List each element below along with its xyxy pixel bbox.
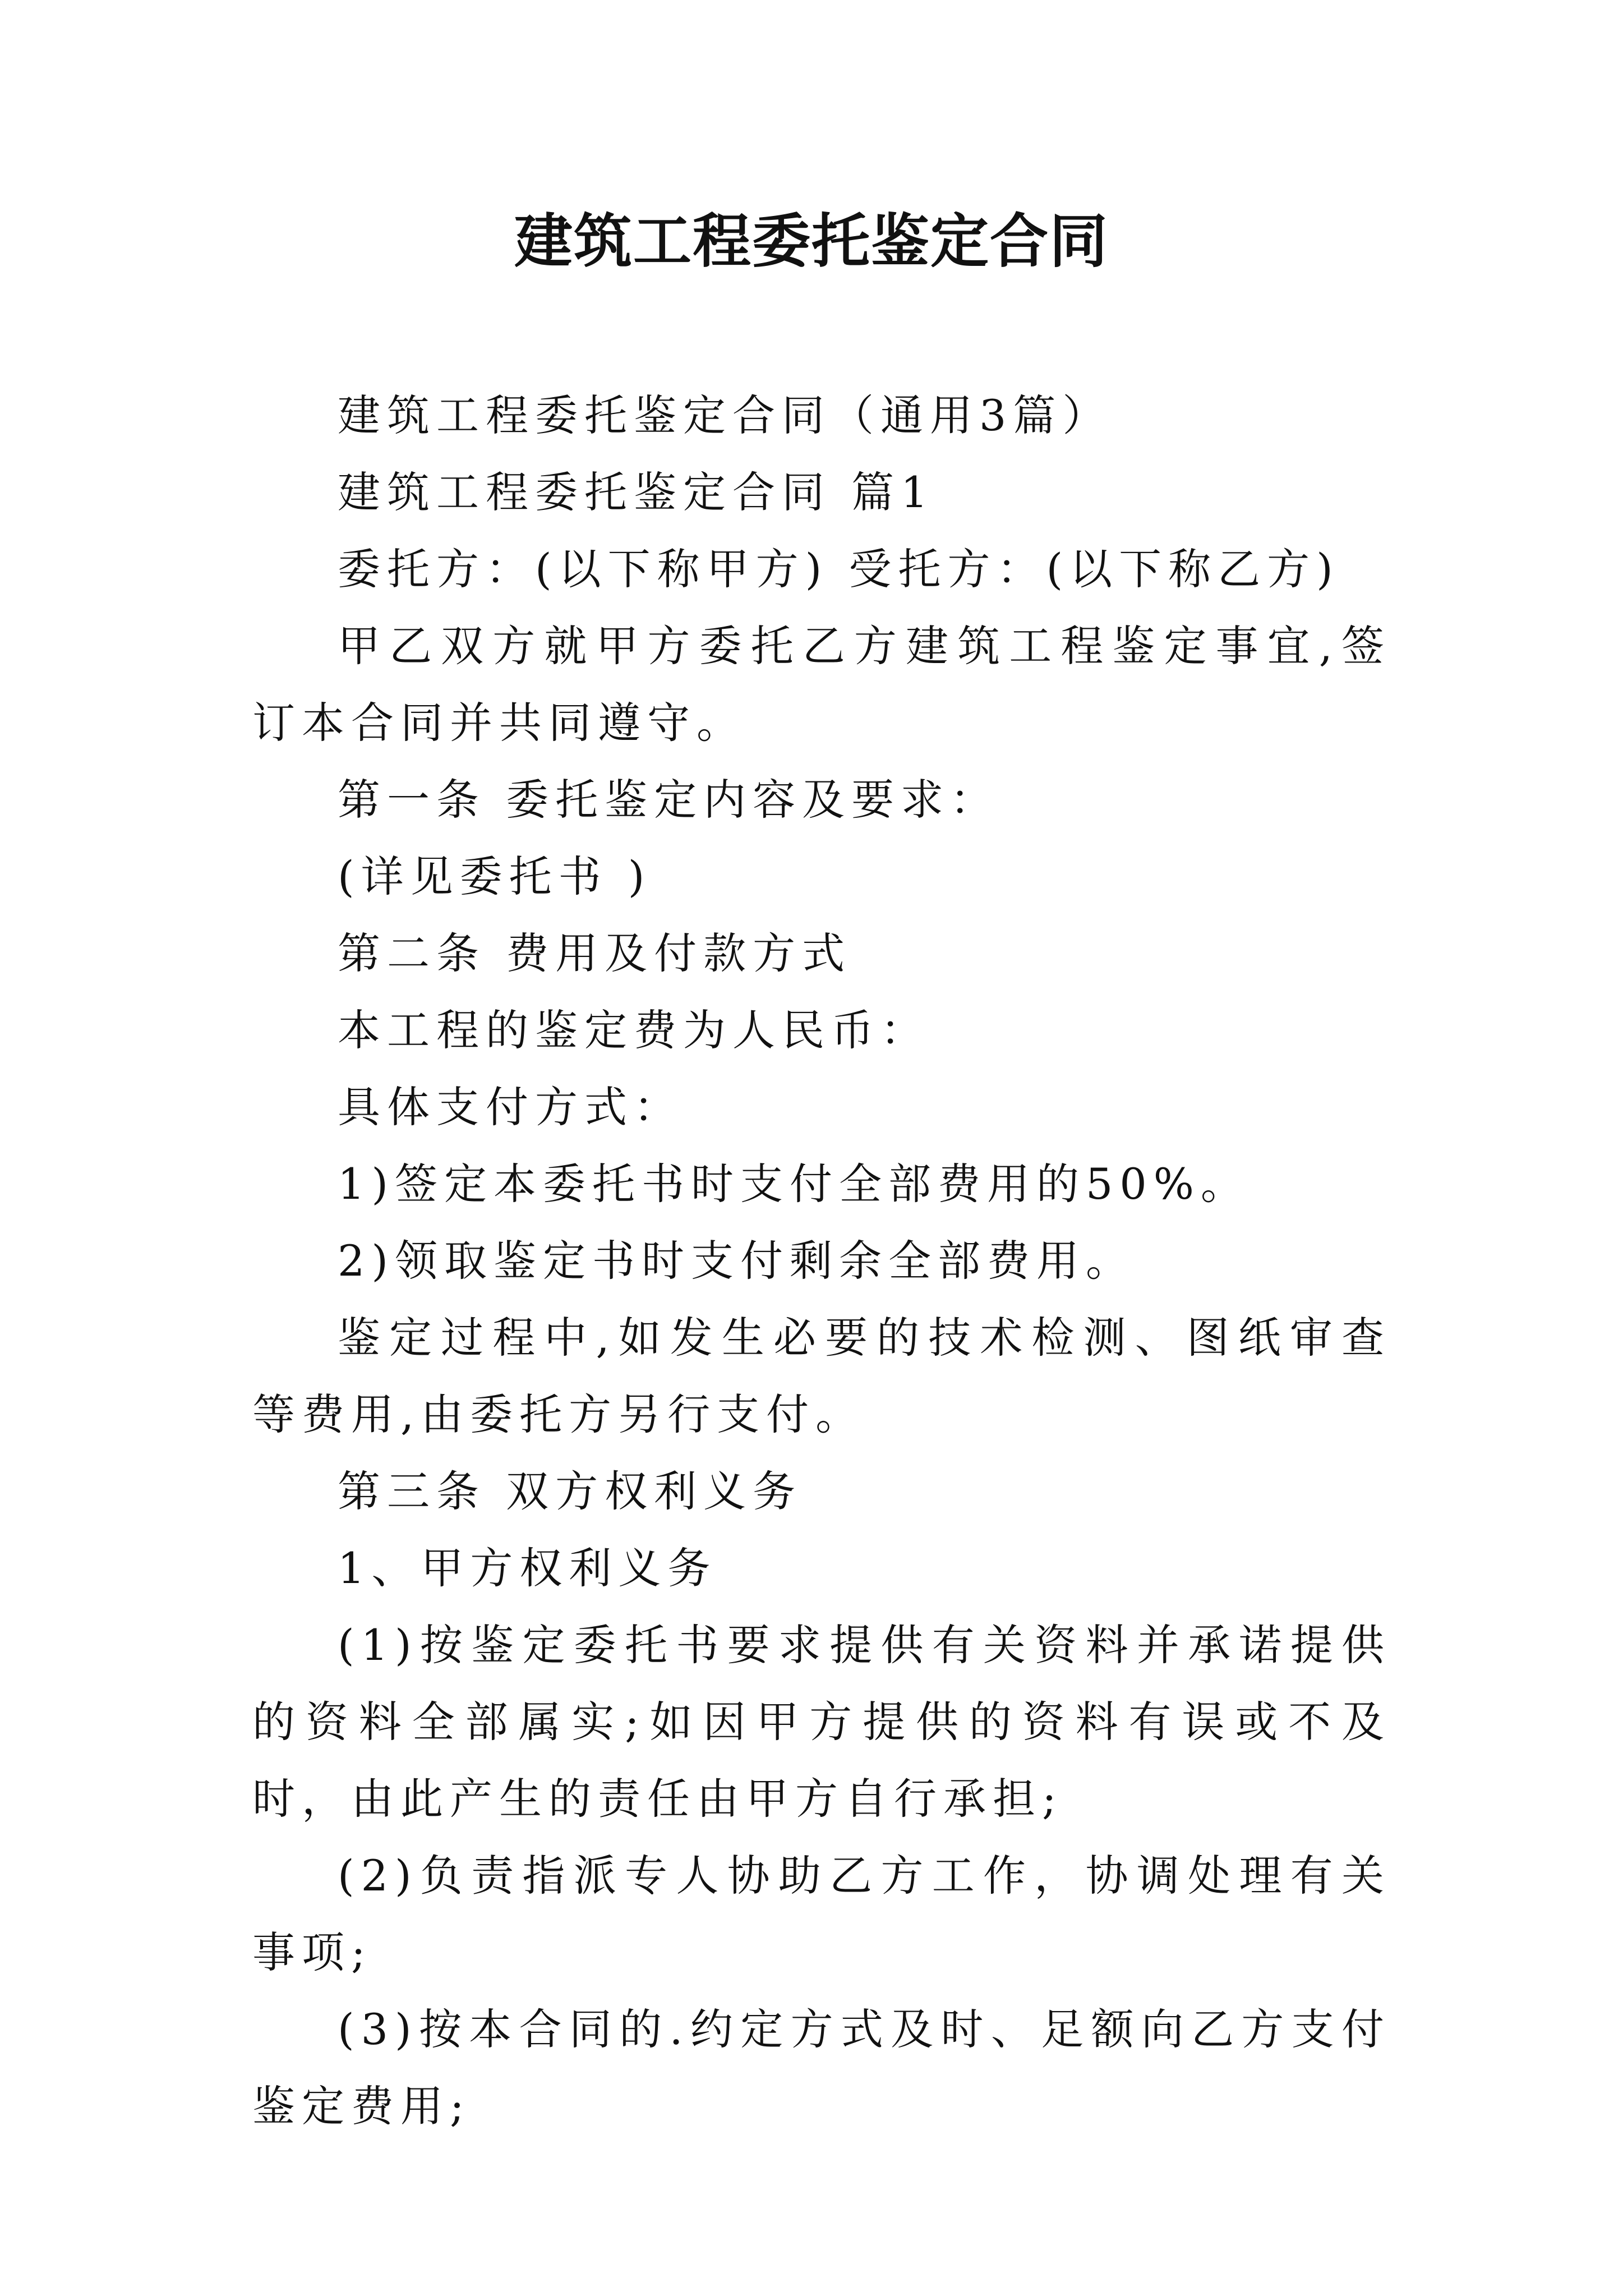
paragraph-intro: 甲乙双方就甲方委托乙方建筑工程鉴定事宜,签订本合同并共同遵守。 bbox=[252, 621, 1391, 748]
document-body bbox=[252, 377, 1391, 2145]
paragraph-chapter-heading: 建筑工程委托鉴定合同 篇1 bbox=[338, 467, 935, 517]
paragraph-payment-2: 2)领取鉴定书时支付剩余全部费用。 bbox=[338, 1236, 1136, 1286]
paragraph-payment-method: 具体支付方式： bbox=[338, 1082, 683, 1132]
paragraph-payment-1: 1)签定本委托书时支付全部费用的50%。 bbox=[338, 1159, 1250, 1209]
paragraph-article-2: 第二条 费用及付款方式 bbox=[338, 928, 852, 978]
paragraph-party-a-item-1: (1)按鉴定委托书要求提供有关资料并承诺提供的资料全部属实;如因甲方提供的资料有误或不及时，由此产生的责任由甲方自行承担; bbox=[252, 1620, 1391, 1824]
paragraph-parties: 委托方：(以下称甲方) 受托方：(以下称乙方) bbox=[338, 544, 1340, 594]
paragraph-article-1-detail: (详见委托书 ) bbox=[338, 852, 652, 901]
paragraph-party-a-item-2: (2)负责指派专人协助乙方工作，协调处理有关事项; bbox=[252, 1851, 1391, 1977]
paragraph-extra-costs: 鉴定过程中,如发生必要的技术检测、图纸审查等费用,由委托方另行支付。 bbox=[252, 1313, 1391, 1439]
paragraph-collection-title: 建筑工程委托鉴定合同（通用3篇） bbox=[338, 390, 1112, 440]
paragraph-party-a-item-3: (3)按本合同的.约定方式及时、足额向乙方支付鉴定费用; bbox=[252, 2004, 1391, 2131]
paragraph-article-3: 第三条 双方权利义务 bbox=[338, 1466, 803, 1516]
paragraph-fee: 本工程的鉴定费为人民币： bbox=[338, 1005, 930, 1055]
document-title: 建筑工程委托鉴定合同 bbox=[514, 207, 1109, 275]
paragraph-article-1: 第一条 委托鉴定内容及要求： bbox=[338, 775, 1000, 825]
paragraph-party-a-heading: 1、甲方权利义务 bbox=[338, 1543, 717, 1593]
